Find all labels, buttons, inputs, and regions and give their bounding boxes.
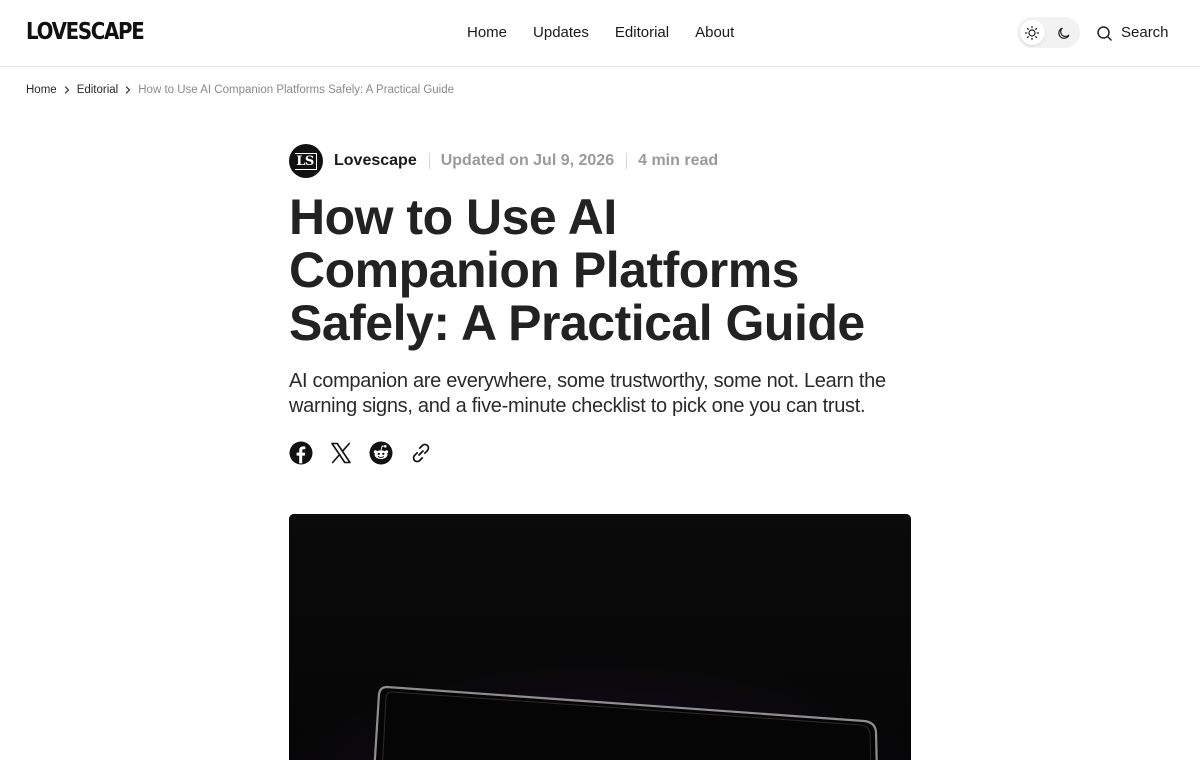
link-icon[interactable] [409, 441, 433, 465]
breadcrumb [26, 82, 454, 98]
site-header [0, 0, 1200, 67]
nav-updates[interactable]: Updates [533, 24, 589, 41]
main-nav [454, 22, 747, 44]
search-button[interactable] [1096, 22, 1169, 44]
nav-editorial[interactable]: Editorial [614, 24, 670, 41]
breadcrumb-home[interactable]: Home [26, 84, 57, 96]
site-logo[interactable]: LOVESCAPE [26, 19, 144, 45]
hero-image [289, 514, 911, 760]
nav-about[interactable]: About [695, 24, 735, 41]
article-meta [289, 144, 718, 178]
search-icon [1096, 25, 1113, 42]
search-label: Search [1121, 24, 1169, 41]
moon-icon [1056, 25, 1072, 41]
breadcrumb-editorial[interactable]: Editorial [76, 84, 119, 96]
meta-divider [626, 153, 627, 169]
article-title: How to Use AI Companion Platforms Safely: A Practical Guide [289, 189, 865, 351]
reddit-icon[interactable] [369, 441, 393, 465]
sun-icon [1024, 25, 1040, 41]
facebook-icon[interactable] [289, 441, 313, 465]
chevron-right-icon [60, 82, 74, 98]
author-avatar[interactable] [289, 144, 323, 178]
share-bar [289, 441, 449, 465]
read-time: 4 min read [638, 152, 719, 169]
updated-date: Updated on Jul 9, 2026 [440, 152, 615, 169]
avatar-text: LS [295, 153, 317, 170]
meta-divider [429, 153, 430, 169]
article-subtitle: AI companion are everywhere, some trustworthy, some not. Learn the warning signs, and a five-minute checklist to pick one you can trust. [289, 370, 886, 417]
nav-home[interactable]: Home [467, 24, 508, 41]
x-icon[interactable] [329, 441, 353, 465]
author-name[interactable]: Lovescape [334, 152, 417, 169]
breadcrumb-current: How to Use AI Companion Platforms Safely: A Practical Guide [138, 84, 455, 96]
chevron-right-icon [121, 82, 135, 98]
theme-toggle[interactable] [1017, 17, 1080, 48]
